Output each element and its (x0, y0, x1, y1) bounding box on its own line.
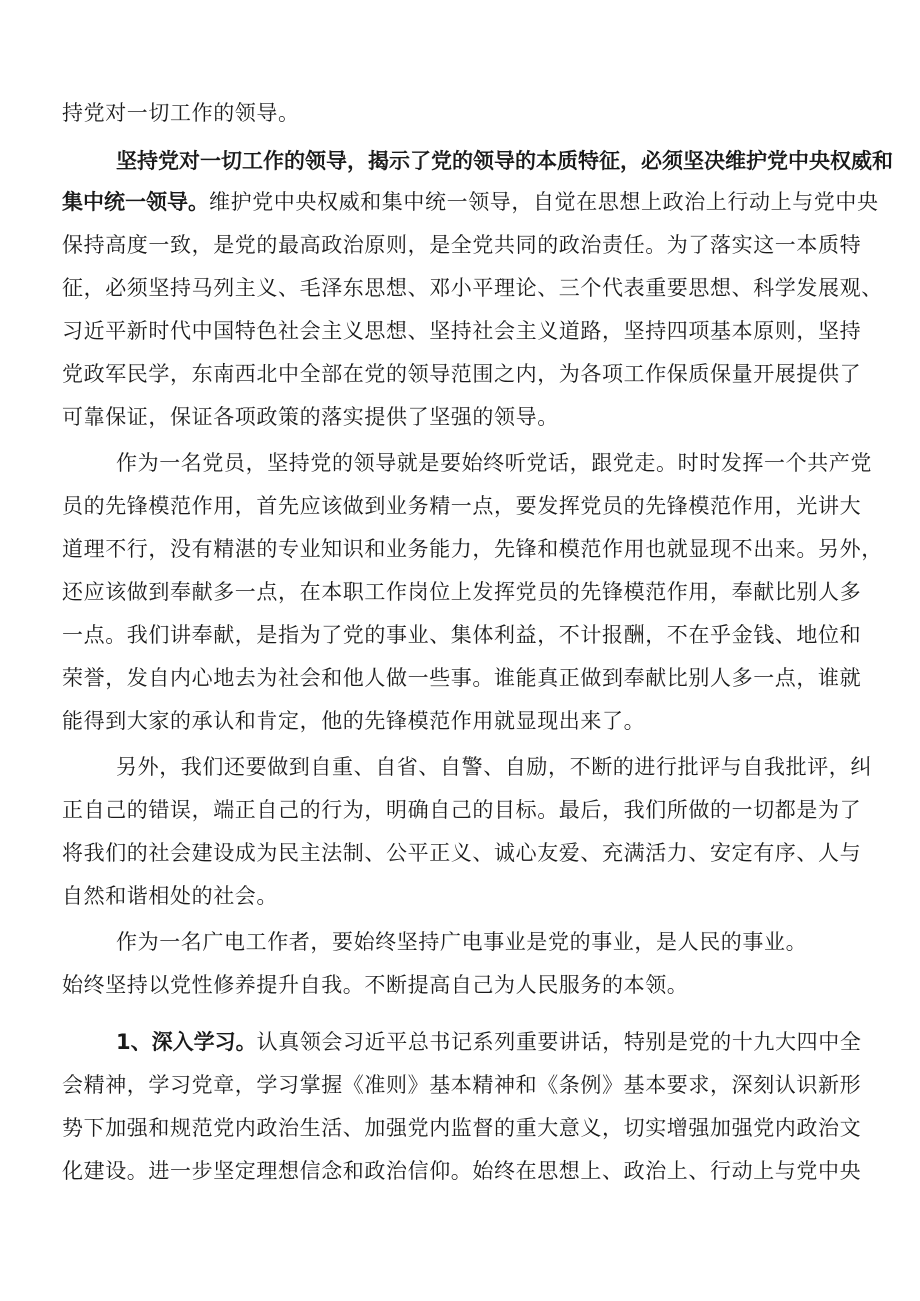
text-line: 1、深入学习。认真领会习近平总书记系列重要讲话，特别是党的十九大四中全 (116, 1030, 862, 1054)
text-line (116, 146, 916, 176)
text-line: 持党对一切工作的领导。 (62, 101, 300, 125)
text-line: 党政军民学，东南西北中全部在党的领导范围之内，为各项工作保质保量开展提供了 (62, 362, 862, 386)
text-line: 正自己的错误，端正自己的行为，明确自己的目标。最后，我们所做的一切都是为了 (62, 798, 862, 822)
text-line: 保持高度一致，是党的最高政治原则，是全党共同的政治责任。为了落实这一本质特 (62, 233, 862, 257)
bold-lead: 集中统一领导。 (62, 190, 209, 214)
text-line: 化建设。进一步坚定理想信念和政治信仰。始终在思想上、政治上、行动上与党中央 (62, 1159, 862, 1183)
text-line: 员的先锋模范作用，首先应该做到业务精一点，要发挥党员的先锋模范作用，光讲大 (62, 494, 862, 518)
text-line: 集中统一领导。维护党中央权威和集中统一领导，自觉在思想上政治上行动上与党中央 (62, 190, 879, 214)
text-line: 作为一名广电工作者，要始终坚持广电事业是党的事业，是人民的事业。 (116, 930, 808, 954)
text-line: 道理不行，没有精湛的专业知识和业务能力，先锋和模范作用也就显现不出来。另外， (62, 537, 883, 561)
text-line: 将我们的社会建设成为民主法制、公平正义、诚心友爱、充满活力、安定有序、人与 (62, 841, 862, 865)
text-line: 会精神，学习党章，学习掌握《准则》基本精神和《条例》基本要求，深刻认识新形 (62, 1073, 862, 1097)
text-line: 一点。我们讲奉献，是指为了党的事业、集体利益，不计报酬，不在乎金钱、地位和 (62, 623, 862, 647)
text-line: 征，必须坚持马列主义、毛泽东思想、邓小平理论、三个代表重要思想、科学发展观、 (62, 276, 883, 300)
text-line: 始终坚持以党性修养提升自我。不断提高自己为人民服务的本领。 (62, 973, 689, 997)
text-line: 自然和谐相处的社会。 (62, 884, 278, 908)
bold-lead: 坚持党对一切工作的领导，揭示了党的领导的本质特征，必须坚决维护党中央权威和 (116, 149, 893, 173)
text-line: 荣誉，发自内心地去为社会和他人做一些事。谁能真正做到奉献比别人多一点，谁就 (62, 666, 862, 690)
text-line: 作为一名党员，坚持党的领导就是要始终听党话，跟党走。时时发挥一个共产党 (116, 451, 872, 475)
text-line: 习近平新时代中国特色社会主义思想、坚持社会主义道路，坚持四项基本原则，坚持 (62, 319, 862, 343)
text-line: 势下加强和规范党内政治生活、加强党内监督的重大意义，切实增强加强党内政治文 (62, 1116, 862, 1140)
bold-lead: 1、深入学习。 (116, 1030, 257, 1054)
text-line: 另外，我们还要做到自重、自省、自警、自励，不断的进行批评与自我批评，纠 (116, 755, 872, 779)
text-line: 还应该做到奉献多一点，在本职工作岗位上发挥党员的先锋模范作用，奉献比别人多 (62, 580, 862, 604)
text-line: 可靠保证，保证各项政策的落实提供了坚强的领导。 (62, 405, 559, 429)
text-line: 能得到大家的承认和肯定，他的先锋模范作用就显现出来了。 (62, 709, 646, 733)
